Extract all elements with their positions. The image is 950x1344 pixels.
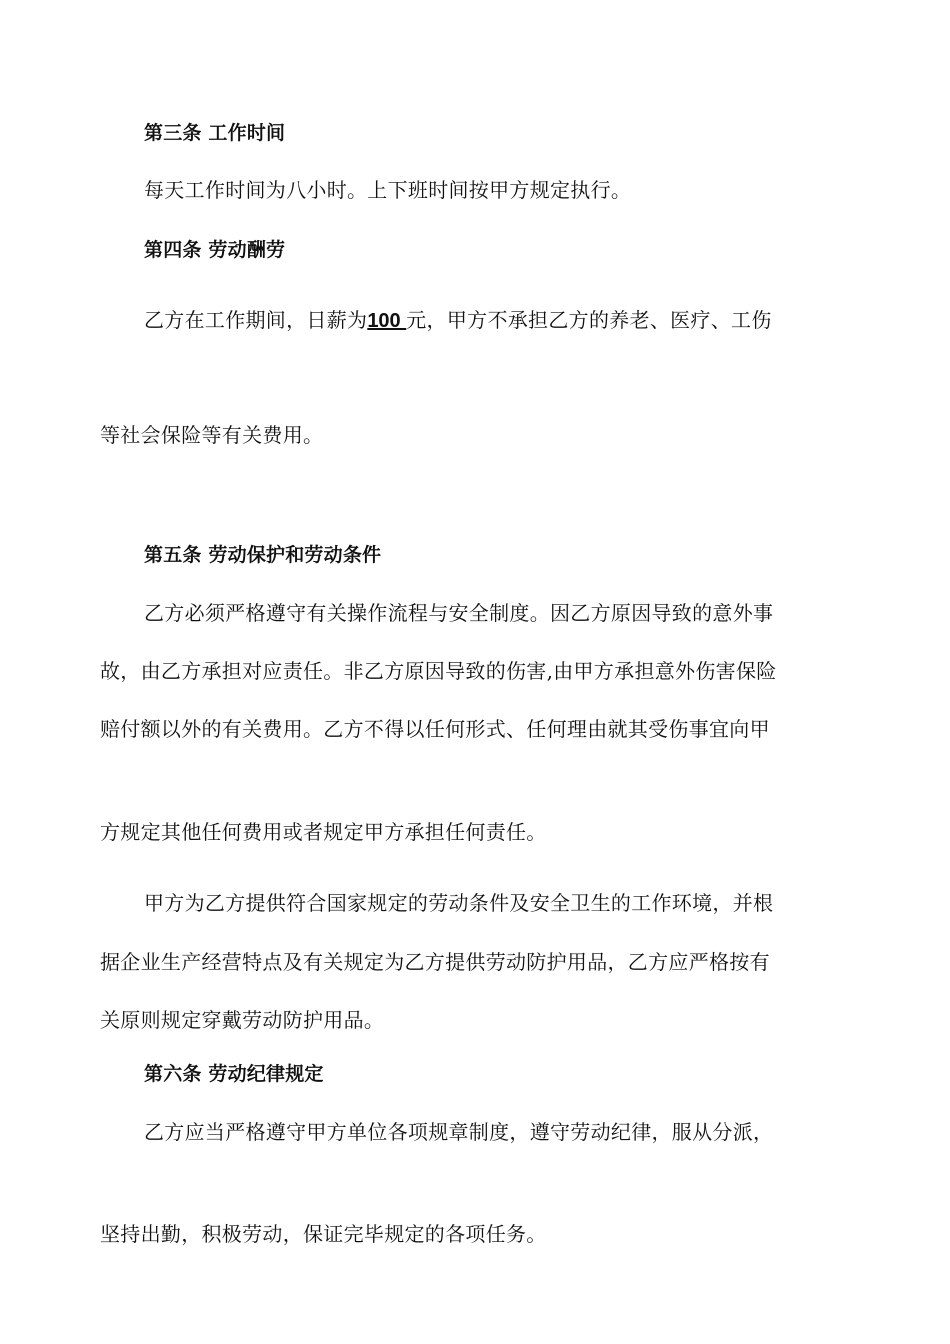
article-4-text-line-1 [144,308,772,333]
article-5-heading: 第五条 劳动保护和劳动条件 [144,544,382,566]
article-6-heading: 第六条 劳动纪律规定 [144,1063,324,1085]
article-5-para-1-line-4: 方规定其他任何费用或者规定甲方承担任何责任。 [100,820,547,844]
article-3-text: 每天工作时间为八小时。上下班时间按甲方规定执行。 [144,178,632,202]
article-4-text-pre: 乙方在工作期间，日薪为 [144,308,368,332]
article-5-para-1-line-1: 乙方必须严格遵守有关操作流程与安全制度。因乙方原因导致的意外事 [144,601,774,625]
article-5-para-1-line-3: 赔付额以外的有关费用。乙方不得以任何形式、任何理由就其受伤事宜向甲 [100,717,770,741]
article-6-text-line-2: 坚持出勤，积极劳动，保证完毕规定的各项任务。 [100,1222,547,1246]
article-6-text-line-1: 乙方应当严格遵守甲方单位各项规章制度，遵守劳动纪律，服从分派， [144,1120,774,1144]
article-5-para-2-line-1: 甲方为乙方提供符合国家规定的劳动条件及安全卫生的工作环境，并根 [144,891,774,915]
article-4-text-line-2: 等社会保险等有关费用。 [100,423,324,447]
article-4-text-post: 元，甲方不承担乙方的养老、医疗、工伤 [406,308,772,332]
daily-wage-value: 100 [367,310,407,332]
article-3-heading: 第三条 工作时间 [144,122,286,144]
article-5-para-2-line-2: 据企业生产经营特点及有关规定为乙方提供劳动防护用品，乙方应严格按有 [100,950,770,974]
article-4-heading: 第四条 劳动酬劳 [144,239,286,261]
article-5-para-1-line-2: 故，由乙方承担对应责任。非乙方原因导致的伤害,由甲方承担意外伤害保险 [100,659,777,683]
article-5-para-2-line-3: 关原则规定穿戴劳动防护用品。 [100,1008,385,1032]
